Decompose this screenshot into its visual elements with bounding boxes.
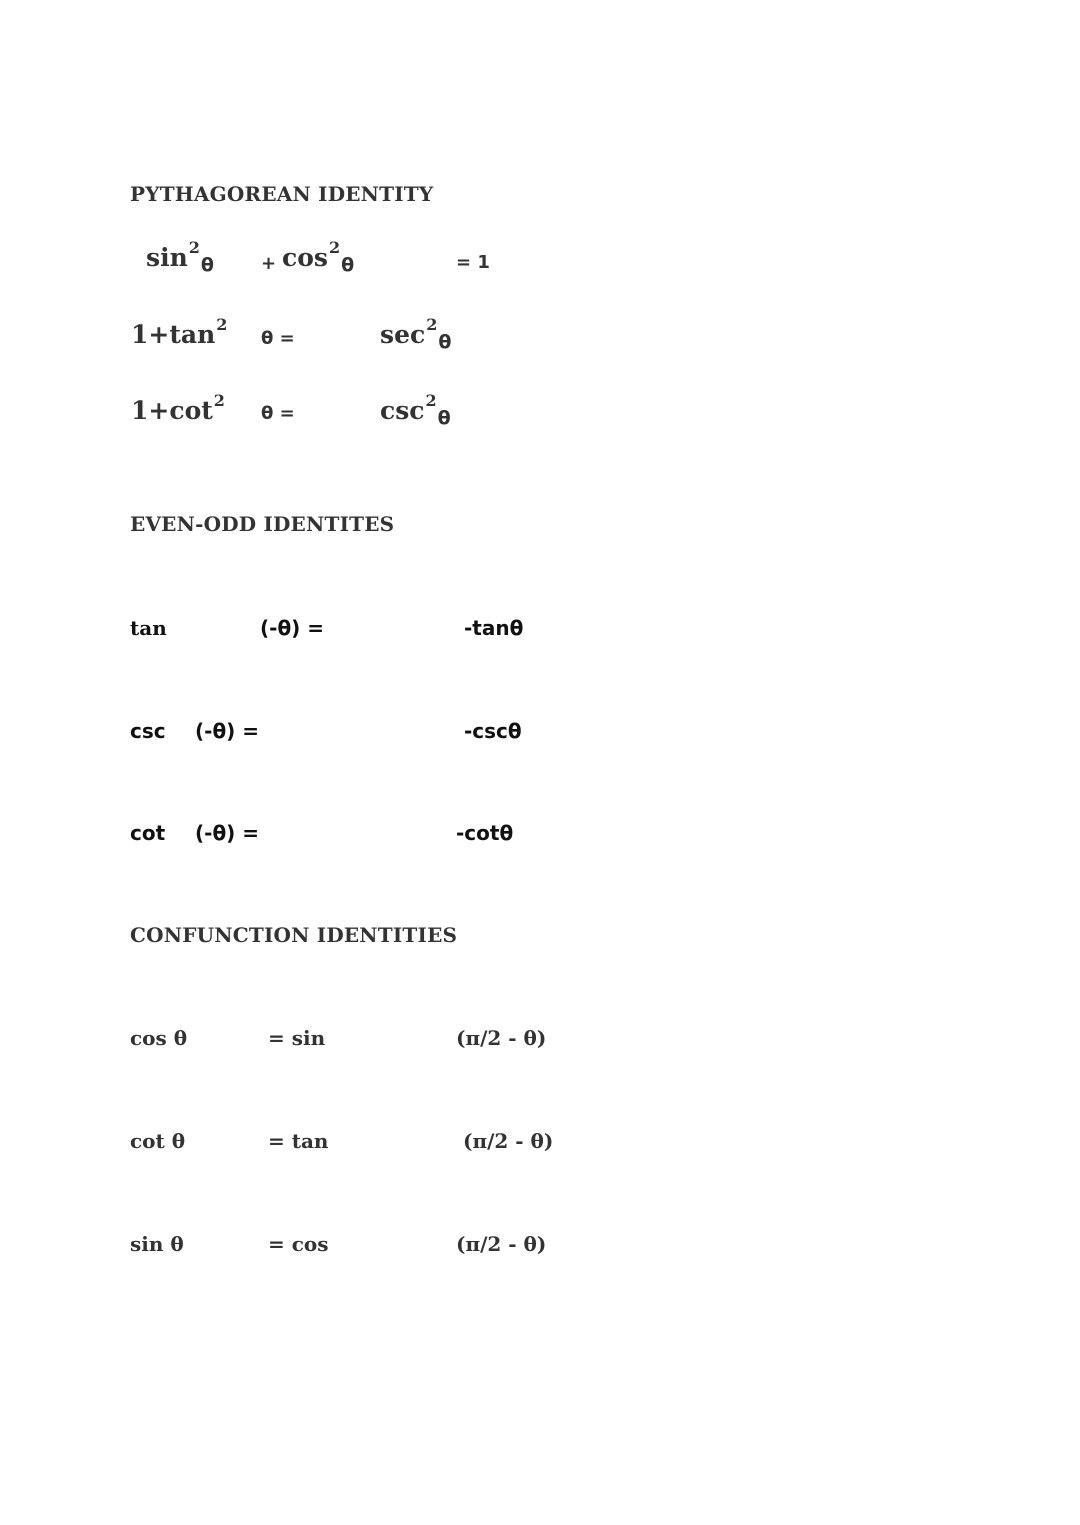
term-cos-squared [282,237,355,276]
exponent: 2 [426,314,438,334]
variable-theta: θ [200,254,214,276]
result-neg-cot: -cotθ [456,821,514,845]
equals-cos: = cos [268,1232,329,1256]
section-title-pythagorean: PYTHAGOREAN IDENTITY [130,182,434,206]
exponent: 2 [216,314,228,334]
term-sin-squared [146,237,214,276]
term-one-plus-tan-squared [131,314,228,349]
variable-theta: θ [438,331,452,353]
negative-theta-arg: (-θ) = [260,616,325,640]
term-csc-squared [380,390,451,429]
exponent: 2 [213,390,225,410]
exponent: 2 [425,390,437,410]
complement-arg: (π/2 - θ) [456,1232,547,1256]
term-one-plus-cot-squared [131,390,225,425]
result-neg-csc: -cscθ [464,719,522,743]
equals-one: = 1 [456,252,490,273]
func-name: csc [380,396,425,425]
exponent: 2 [328,237,341,257]
func-tan: tan [130,616,167,640]
negative-theta-arg: (-θ) = [195,719,260,743]
func-name: sin [146,243,188,272]
variable-theta: θ [341,254,355,276]
section-title-confunction: CONFUNCTION IDENTITIES [130,923,458,947]
func-name: 1+tan [131,320,216,349]
lhs-cos-theta: cos θ [130,1026,188,1050]
func-name: sec [380,320,426,349]
complement-arg: (π/2 - θ) [456,1026,547,1050]
lhs-cot-theta: cot θ [130,1129,186,1153]
func-csc: csc [130,719,166,743]
result-neg-tan: -tanθ [464,616,524,640]
complement-arg: (π/2 - θ) [463,1129,554,1153]
exponent: 2 [188,237,200,257]
term-sec-squared [380,314,452,353]
func-name: cos [282,243,328,272]
variable-theta: θ [437,407,451,429]
equals-sin: = sin [268,1026,326,1050]
theta-equals: θ = [261,328,295,349]
lhs-sin-theta: sin θ [130,1232,184,1256]
plus-operator: + [261,253,277,274]
negative-theta-arg: (-θ) = [195,821,260,845]
equals-tan: = tan [268,1129,329,1153]
theta-equals: θ = [261,403,295,424]
func-name: 1+cot [131,396,213,425]
section-title-even-odd: EVEN-ODD IDENTITES [130,512,395,536]
func-cot: cot [130,821,166,845]
